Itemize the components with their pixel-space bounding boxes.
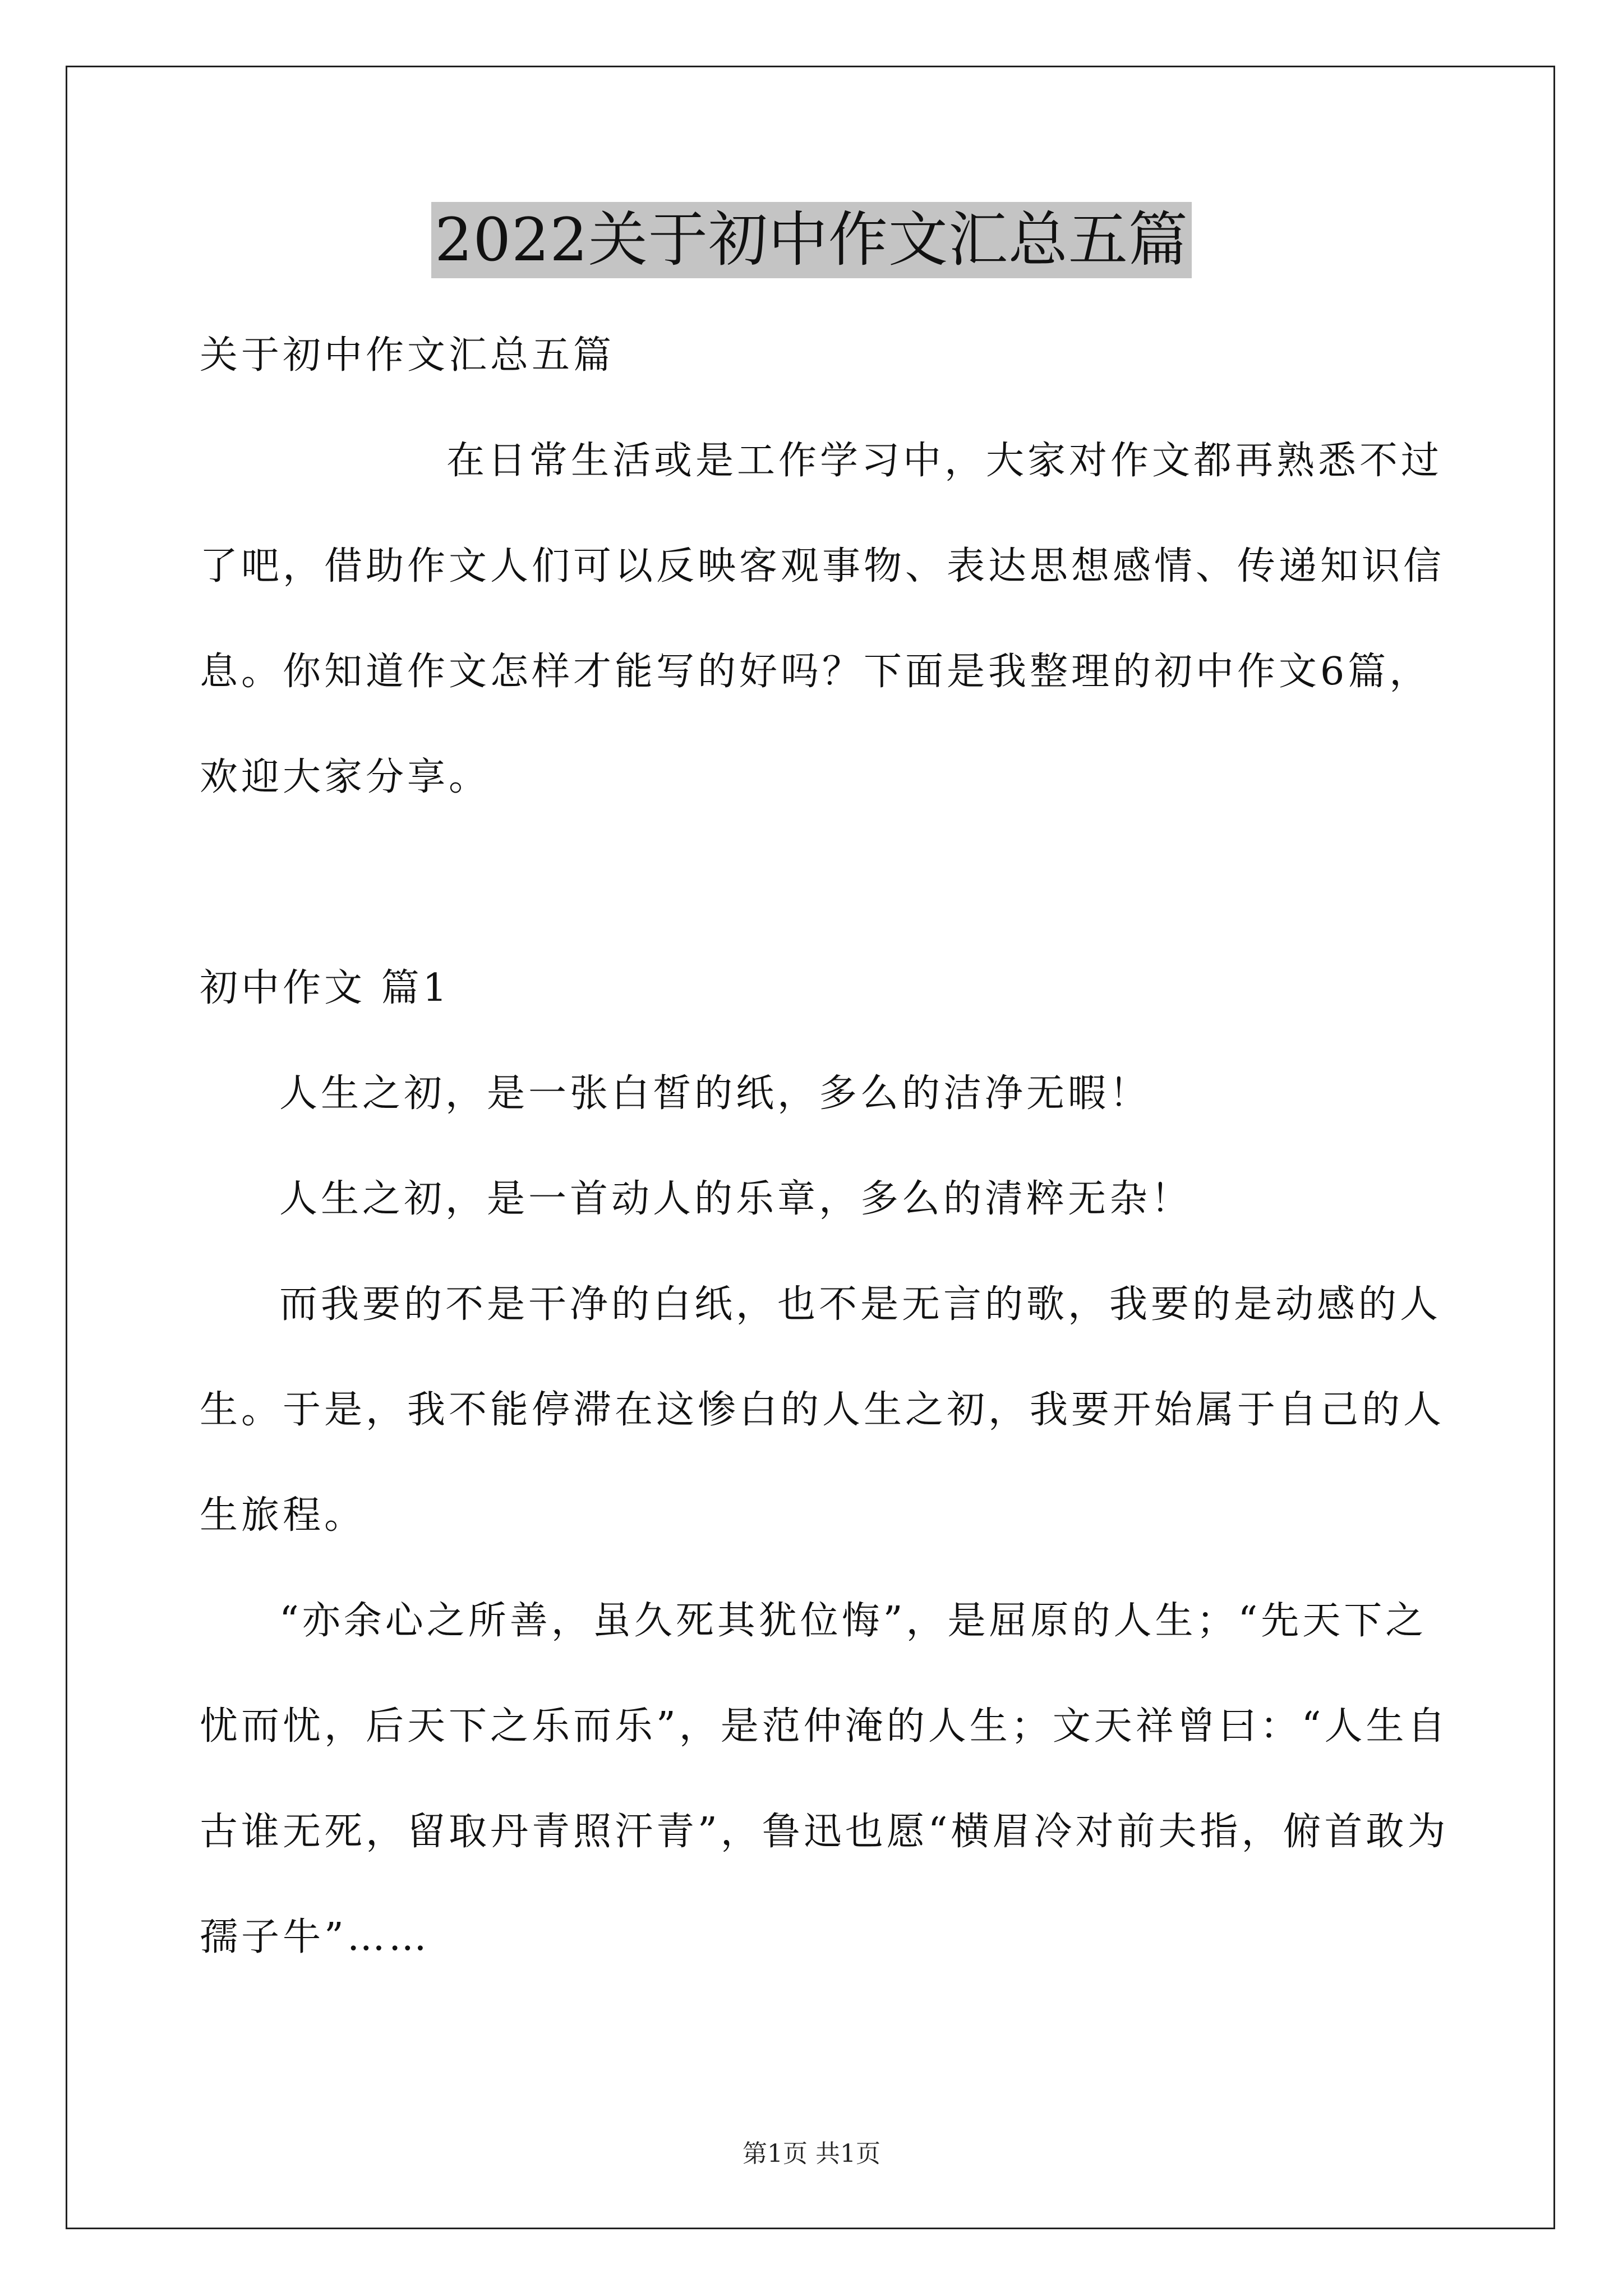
intro-line: 欢迎大家分享。: [200, 755, 491, 799]
intro-line: 了吧，借助作文人们可以反映客观事物、表达思想感情、传递知识信: [200, 544, 1445, 588]
paragraph-3-line: 生旅程。: [200, 1493, 366, 1538]
paragraph-4-line: “亦余心之所善，虽久死其犹位悔”，是屈原的人生；“先天下之: [279, 1599, 1427, 1643]
paragraph-4-line: 忧而忧，后天下之乐而乐”，是范仲淹的人生；文天祥曾曰：“人生自: [200, 1704, 1449, 1749]
page-footer: 第1页 共1页: [743, 2139, 880, 2168]
paragraph-1: 人生之初，是一张白皙的纸，多么的洁净无暇！: [279, 1071, 1151, 1116]
document-subtitle: 关于初中作文汇总五篇: [200, 333, 615, 378]
paragraph-2: 人生之初，是一首动人的乐章，多么的清粹无杂！: [279, 1177, 1193, 1221]
paragraph-3-line: 生。于是，我不能停滞在这惨白的人生之初，我要开始属于自己的人: [200, 1388, 1445, 1432]
intro-line: 息。你知道作文怎样才能写的好吗？下面是我整理的初中作文6篇，: [200, 650, 1431, 694]
section-heading: 初中作文 篇1: [200, 966, 450, 1010]
paragraph-4-line: 古谁无死，留取丹青照汗青”，鲁迅也愿“横眉冷对前夫指，俯首敢为: [200, 1810, 1449, 1854]
document-title: 2022关于初中作文汇总五篇: [431, 202, 1192, 278]
document-body: [200, 303, 1449, 1990]
intro-line: 在日常生活或是工作学习中，大家对作文都再熟悉不过: [446, 439, 1443, 483]
title-wrapper: [0, 202, 1623, 278]
spacer: [200, 830, 1436, 936]
paragraph-4-line: 孺子牛”……: [200, 1915, 430, 1959]
paragraph-3-line: 而我要的不是干净的白纸，也不是无言的歌，我要的是动感的人: [279, 1282, 1442, 1327]
